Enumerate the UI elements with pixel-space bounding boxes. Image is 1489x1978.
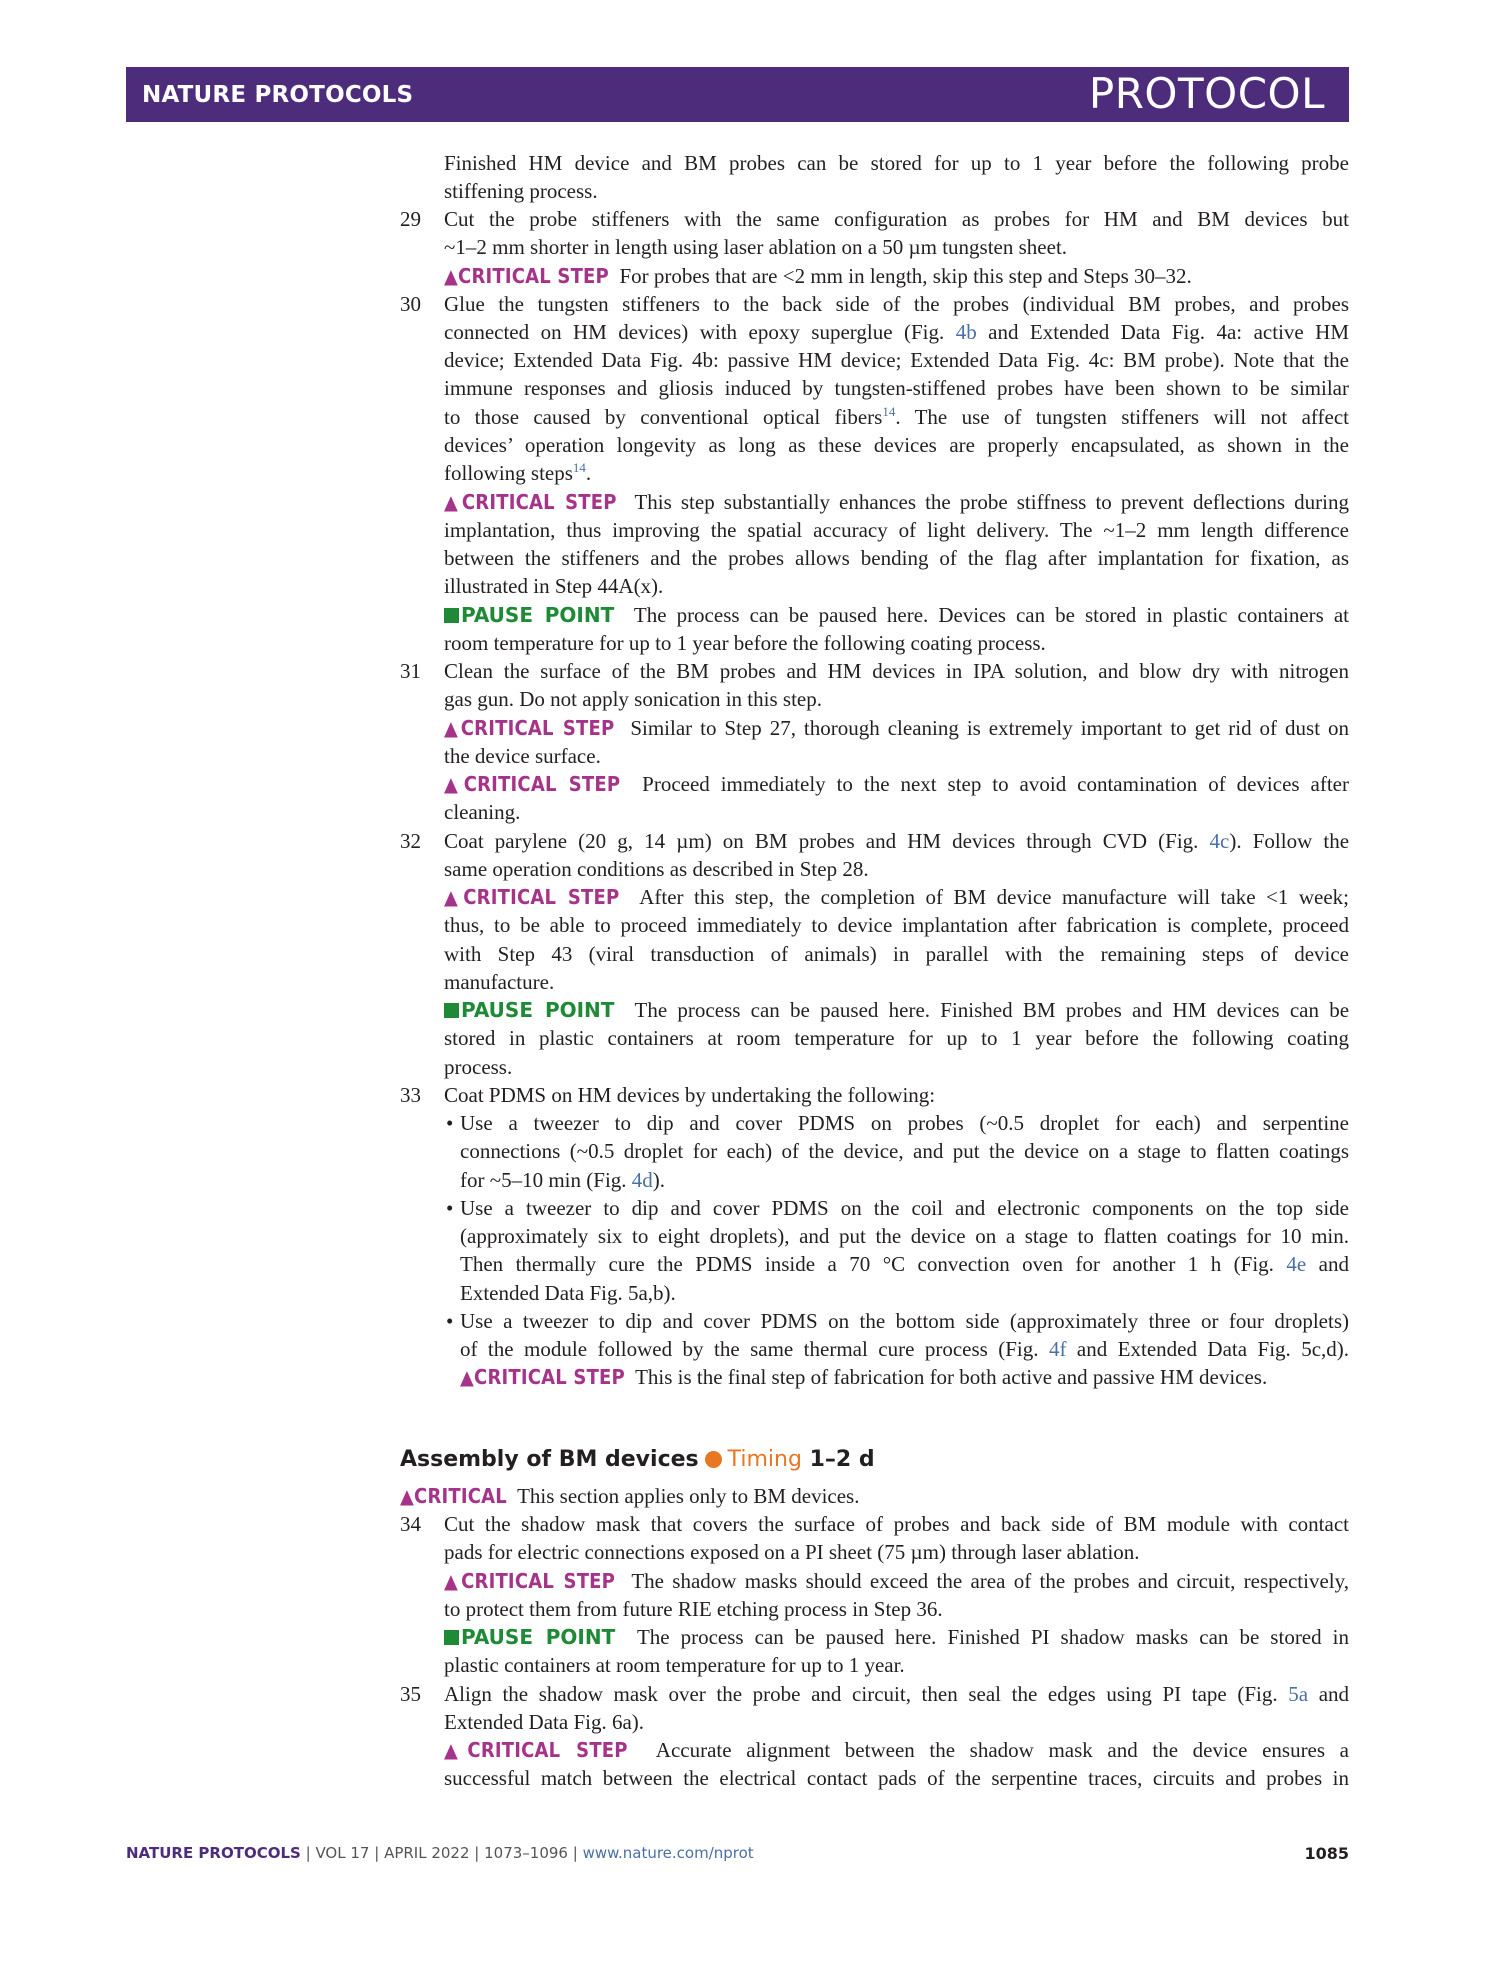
reference-link[interactable]: 14 (882, 404, 896, 419)
pause-square-icon (444, 1003, 459, 1018)
timing-dot-icon (705, 1451, 722, 1468)
step-number: 31 (400, 659, 421, 683)
pause-square-icon (444, 1630, 459, 1645)
journal-name: NATURE PROTOCOLS (142, 82, 414, 108)
reference-link[interactable]: 14 (572, 460, 586, 475)
figure-link[interactable]: 4c (1209, 829, 1230, 853)
step-number: 29 (400, 207, 421, 231)
bullet-icon: • (446, 1309, 454, 1333)
footer-pages: 1073–1096 (484, 1844, 568, 1862)
page-number: 1085 (1304, 1844, 1349, 1863)
critical-step-label: ▲CRITICAL STEP (444, 716, 615, 740)
critical-step-label: ▲CRITICAL STEP (444, 772, 621, 796)
footer-journal: NATURE PROTOCOLS (126, 1844, 301, 1862)
critical-step-label: ▲CRITICAL STEP (444, 885, 620, 909)
pause-square-icon (444, 608, 459, 623)
footer-date: APRIL 2022 (384, 1844, 470, 1862)
critical-step-label: ▲CRITICAL STEP (444, 490, 617, 514)
step-number: 33 (400, 1083, 421, 1107)
critical-step-label: ▲CRITICAL STEP (444, 1738, 628, 1762)
bullet-icon: • (446, 1111, 454, 1135)
critical-step-label: ▲CRITICAL STEP (444, 1569, 616, 1593)
critical-label: ▲CRITICAL (400, 1484, 507, 1508)
pause-point-label: PAUSE POINT (444, 603, 614, 627)
section-heading: Assembly of BM devices Timing 1–2 d (400, 1447, 875, 1472)
step-number: 35 (400, 1682, 421, 1706)
figure-link[interactable]: 4e (1286, 1252, 1307, 1276)
article-type: PROTOCOL (1088, 69, 1325, 118)
pause-point-label: PAUSE POINT (444, 1625, 615, 1649)
figure-link[interactable]: 4b (955, 320, 977, 344)
figure-link[interactable]: 5a (1288, 1682, 1309, 1706)
step-number: 32 (400, 829, 421, 853)
footer-volume: VOL 17 (315, 1844, 370, 1862)
step-number: 34 (400, 1512, 421, 1536)
footer-url-link[interactable]: www.nature.com/nprot (582, 1844, 754, 1862)
figure-link[interactable]: 4d (631, 1168, 653, 1192)
figure-link[interactable]: 4f (1048, 1337, 1067, 1361)
step-number: 30 (400, 292, 421, 316)
bullet-icon: • (446, 1196, 454, 1220)
journal-header-bar (126, 67, 1349, 122)
critical-step-label: ▲CRITICAL STEP (460, 1365, 625, 1389)
critical-step-label: ▲CRITICAL STEP (444, 264, 609, 288)
pause-point-label: PAUSE POINT (444, 998, 614, 1022)
page-footer: NATURE PROTOCOLS | VOL 17 | APRIL 2022 | 1073–1096 | www.nature.com/nprot 1085 (126, 1844, 1349, 1863)
